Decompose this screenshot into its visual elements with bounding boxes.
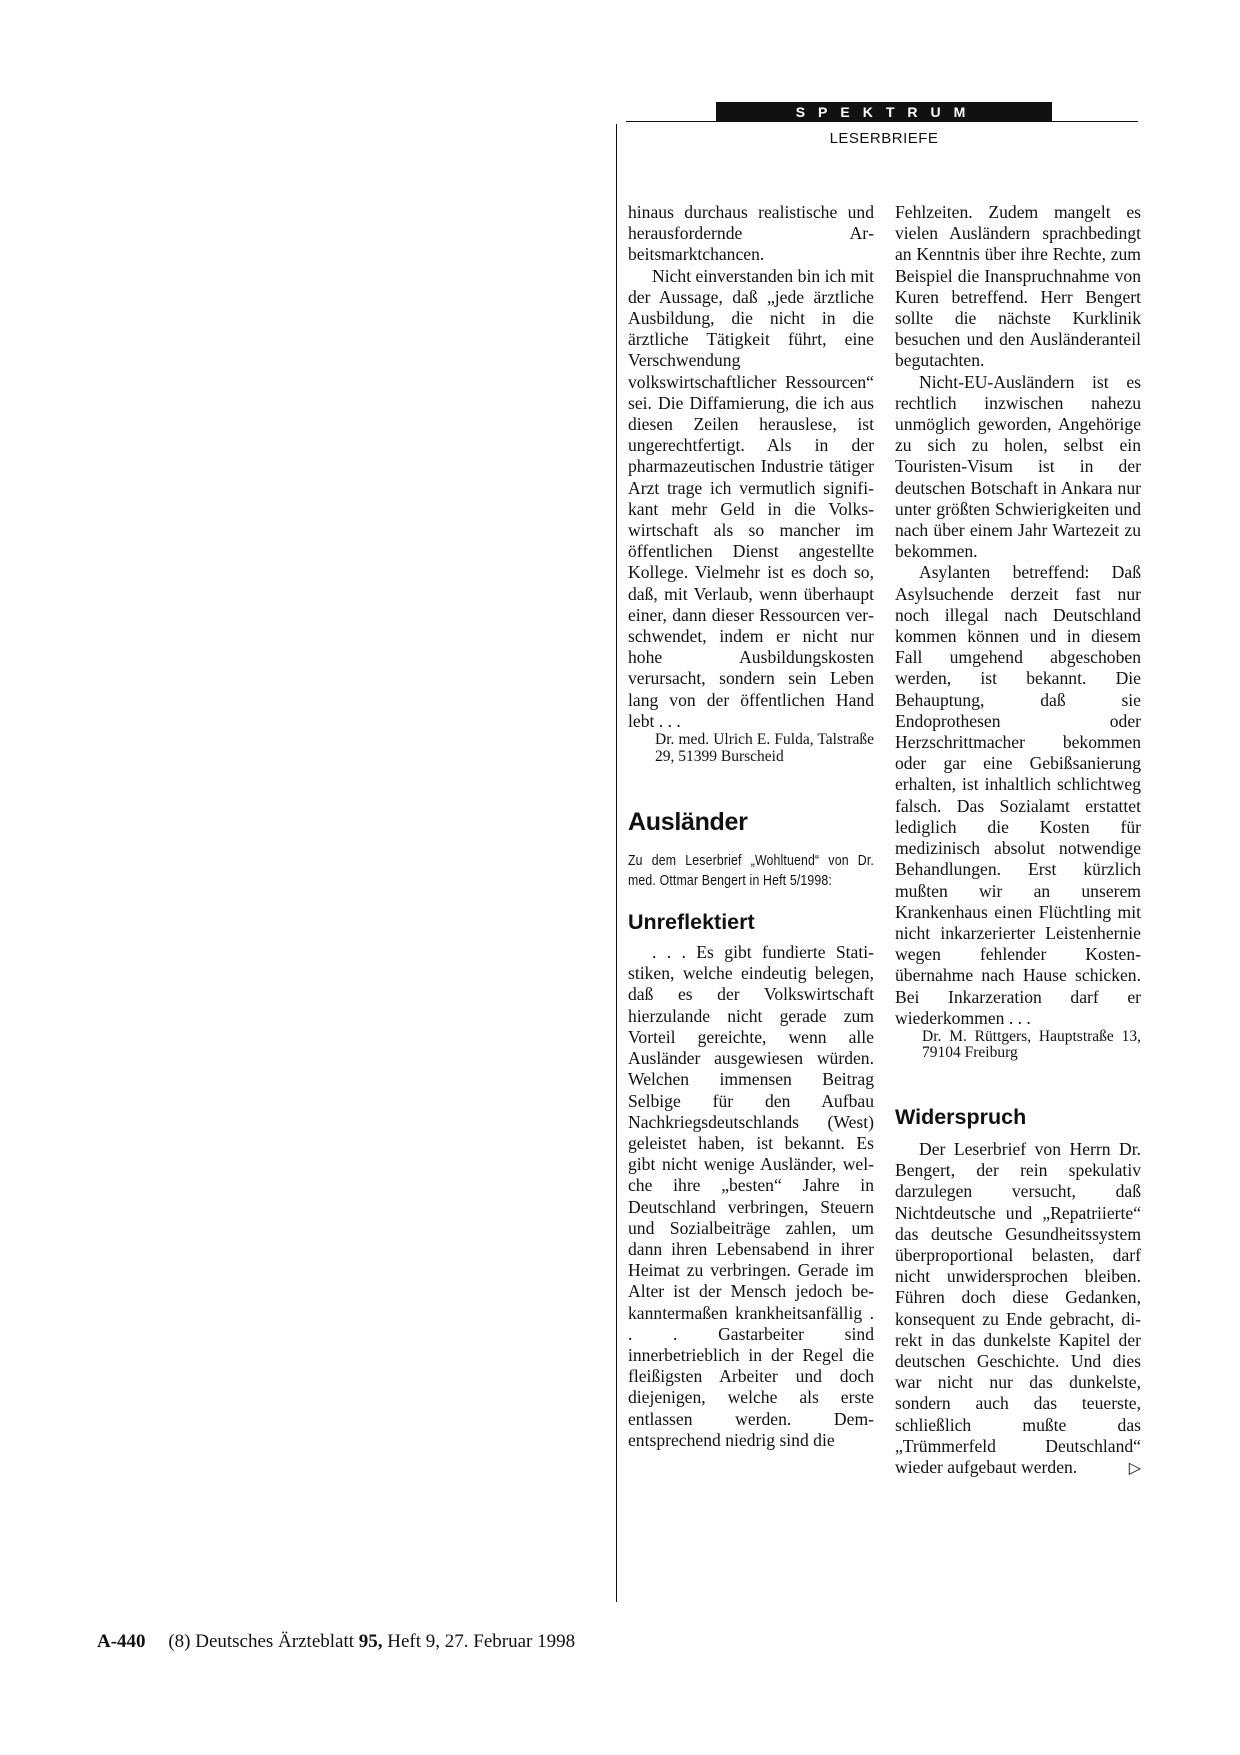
body-paragraph: Fehlzeiten. Zudem mangelt es vielen Ausländern sprachbedingt an Kenntnis über ihre Rechte, zum Beispiel die Inanspruchnahme von Kuren betreffend. Herr Bengert sollte die nächste Kurklinik besuchen und den Ausländeranteil begutachten. <box>895 202 1141 371</box>
right-column <box>895 202 1141 1478</box>
citation-volume: 95, <box>358 1631 383 1652</box>
left-column <box>628 202 874 1451</box>
page-footer <box>97 1630 575 1654</box>
letter-signature: Dr. med. Ulrich E. Fulda, Talstraße 29, 51399 Burscheid <box>655 731 874 765</box>
subsection-label: LESERBRIEFE <box>829 130 939 147</box>
body-paragraph: Asylanten betreffend: Daß Asylsuchende derzeit fast nur noch illegal nach Deutschland kommen können und in diesem Fall umgehend abgeschoben werden, ist bekannt. Die Behauptung, daß sie Endoprothesen oder Herzschrittmacher bekommen oder gar eine Gebißsanierung erhalten, ist inhaltlich schlichtweg falsch. Das Sozialamt erstattet lediglich die Kosten für medizinisch absolut notwendige Behandlungen. Erst kürzlich mußten wir an unserem Krankenhaus einen Flüchtling mit nicht inkarzerierter Leistenhernie wegen fehlender Kostenübernahme nach Hause schicken. Bei Inkarzeration darf er wiederkommen . . . <box>895 562 1141 1028</box>
column-divider <box>616 124 617 1602</box>
section-title: Ausländer <box>628 808 748 837</box>
letter-title: Unreflektiert <box>628 910 755 935</box>
body-paragraph: . . . Es gibt fundierte Statistiken, welche eindeutig belegen, daß es der Volkswirtschaft hierzulande nicht gerade zum Vorteil gereichte, wenn alle Ausländer ausgewiesen würden. Welchen immensen Beitrag Selbige für den Aufbau Nachkriegsdeutschlands (West) geleistet haben, ist bekannt. Es gibt nicht wenige Ausländer, welche ihre „besten“ Jahre in Deutschland verbringen, Steuern und Sozialbeiträge zahlen, um dann ihren Lebensabend in ihrer Heimat zu verbringen. Gerade im Alter ist der Mensch jedoch bekanntermaßen krankheitsanfällig . . . Gastarbeiter sind innerbetrieblich in der Regel die fleißigsten Arbeiter und doch diejenigen, welche als erste entlassen werden. Dementsprechend niedrig sind die <box>628 942 874 1450</box>
page-number: A-440 <box>97 1631 146 1652</box>
letter-text: Der Leserbrief von Herrn Dr. Bengert, der rein spekulativ darzulegen versucht, daß Nichtdeutsche und „Repatriierte“ das deutsche Gesundheitssystem überproportional belasten, darf nicht unwidersprochen bleiben. Führen doch diese Gedanken, konsequent zu Ende gebracht, direkt in das dunkelste Kapitel der deutschen Geschichte. Und dies war nicht nur das dunkelste, sondern auch das teuerste, schließlich mußte das „Trümmerfeld Deutschland“ wieder aufgebaut werden. <box>895 1138 1141 1477</box>
letter-title: Widerspruch <box>895 1104 1027 1129</box>
body-paragraph: hinaus durchaus realistische und herausfordernde Arbeitsmarktchancen. <box>628 202 874 265</box>
body-paragraph: Nicht-EU-Ausländern ist es rechtlich inzwischen nahezu unmöglich geworden, Angehörige zu sich zu holen, selbst ein Touristen-Visum ist in der deutschen Botschaft in Ankara nur unter größten Schwierigkeiten und nach über einem Jahr Wartezeit zu bekommen. <box>895 371 1141 562</box>
section-banner: SPEKTRUM <box>716 102 1052 122</box>
letter-signature: Dr. M. Rüttgers, Hauptstraße 13, 79104 Freiburg <box>922 1027 1141 1062</box>
body-paragraph <box>895 1139 1141 1478</box>
section-intro: Zu dem Leserbrief „Wohltuend“ von Dr. med. Ottmar Bengert in Heft 5/1998: <box>628 852 874 890</box>
citation-prefix: (8) Deutsches Ärzteblatt <box>168 1631 355 1652</box>
citation-suffix: Heft 9, 27. Februar 1998 <box>387 1631 576 1652</box>
continue-triangle-icon: ▷ <box>1128 1457 1141 1477</box>
body-paragraph: Nicht einverstanden bin ich mit der Aussage, daß „jede ärztliche Ausbildung, die nicht in die ärztliche Tätigkeit führt, eine Verschwendung volkswirtschaftlicher Ressourcen“ sei. Die Diffamierung, die ich aus diesen Zeilen herauslese, ist ungerechtfertigt. Als in der pharmazeutischen Industrie tätiger Arzt trage ich vermutlich signifikant mehr Geld in die Volkswirtschaft als so mancher im öffentlichen Dienst angestellte Kollege. Vielmehr ist es doch so, daß, mit Verlaub, wenn überhaupt einer, dann dieser Ressourcen verschwendet, indem er nicht nur hohe Ausbildungskosten verursacht, sondern sein Leben lang von der öffentlichen Hand lebt . . . <box>628 265 874 731</box>
